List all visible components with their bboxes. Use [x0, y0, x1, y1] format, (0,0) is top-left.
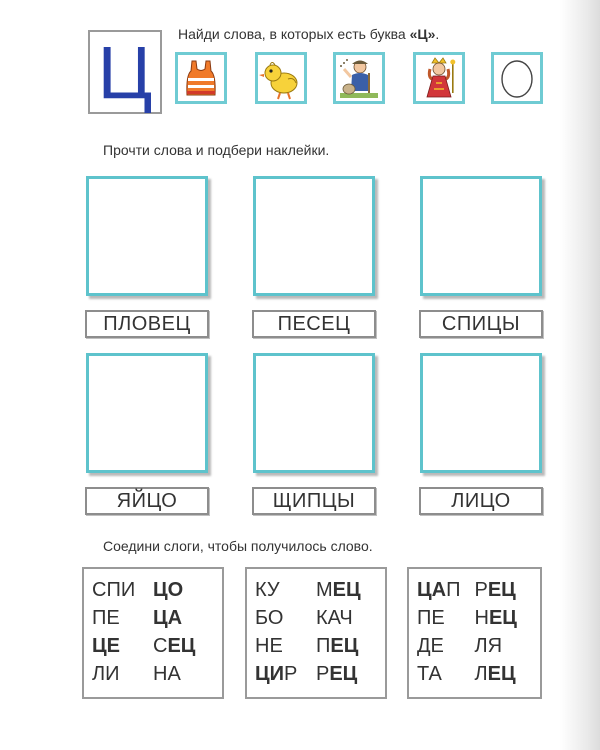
syllable-bold-part: ЕЦ	[488, 607, 517, 629]
syllable-bold-part: ЕЦ	[332, 579, 361, 601]
task1-end: .	[435, 26, 440, 42]
syllable-bold-part: ЦА	[417, 579, 447, 601]
task1-highlight: «Ц»	[409, 26, 436, 42]
syllable-g3-r3-c1[interactable]	[417, 635, 475, 657]
syllable-bold-part: ЦА	[153, 607, 183, 629]
task2-instruction: Прочти слова и подбери наклейки.	[103, 142, 330, 158]
syllable-g2-r4-c2[interactable]	[316, 663, 377, 685]
syllable-g2-r4-c1[interactable]	[255, 663, 316, 685]
syllable-g1-r1-c1[interactable]	[92, 579, 153, 601]
picture-tank-top[interactable]	[175, 52, 227, 104]
syllable-plain-part: НЕ	[255, 635, 283, 657]
word-litso: ЛИЦО	[419, 487, 543, 515]
syllable-group-3	[407, 567, 542, 699]
syllable-grid	[247, 579, 385, 685]
syllable-plain-part: ЛИ	[92, 663, 120, 685]
syllable-g3-r4-c2[interactable]	[475, 663, 533, 685]
syllable-bold-part: ЕЦ	[167, 635, 196, 657]
picture-farmer[interactable]	[333, 52, 385, 104]
picture-chick[interactable]	[255, 52, 307, 104]
farmer-sowing-icon	[336, 55, 382, 101]
syllable-plain-part: Л	[474, 663, 488, 685]
syllable-g1-r4-c1[interactable]	[92, 663, 153, 685]
sticker-slot-3[interactable]	[420, 176, 542, 296]
syllable-g2-r1-c2[interactable]	[316, 579, 377, 601]
syllable-group-1	[82, 567, 224, 699]
picture-egg[interactable]	[491, 52, 543, 104]
page-edge-shadow	[560, 0, 600, 750]
syllable-grid	[409, 579, 540, 685]
sticker-slot-6[interactable]	[420, 353, 542, 473]
syllable-g2-r2-c1[interactable]	[255, 607, 316, 629]
syllable-g3-r1-c1[interactable]	[417, 579, 475, 601]
syllable-g1-r3-c1[interactable]	[92, 635, 153, 657]
sticker-slot-2[interactable]	[253, 176, 375, 296]
syllable-g3-r2-c1[interactable]	[417, 607, 475, 629]
syllable-g1-r4-c2[interactable]	[153, 663, 214, 685]
syllable-plain-part: ТА	[417, 663, 442, 685]
syllable-plain-part: Р	[316, 663, 330, 685]
syllable-plain-part: ПЕ	[92, 607, 120, 629]
princess-icon	[416, 55, 462, 101]
syllable-plain-part: ДЕ	[417, 635, 444, 657]
syllable-g3-r4-c1[interactable]	[417, 663, 475, 685]
syllable-bold-part: ЕЦ	[330, 635, 359, 657]
sticker-slot-1[interactable]	[86, 176, 208, 296]
syllable-plain-part: Р	[283, 663, 298, 685]
egg-icon	[494, 55, 540, 101]
syllable-grid	[84, 579, 222, 685]
picture-princess[interactable]	[413, 52, 465, 104]
syllable-plain-part: М	[316, 579, 333, 601]
syllable-plain-part: ПЕ	[417, 607, 445, 629]
syllable-g2-r3-c1[interactable]	[255, 635, 316, 657]
letter-tse: Ц	[97, 31, 153, 114]
task3-instruction: Соедини слоги, чтобы получилось слово.	[103, 538, 373, 554]
syllable-g1-r2-c1[interactable]	[92, 607, 153, 629]
syllable-g1-r1-c2[interactable]	[153, 579, 214, 601]
syllable-plain-part: С	[153, 635, 168, 657]
syllable-plain-part: НА	[153, 663, 181, 685]
syllable-plain-part: КАЧ	[316, 607, 353, 629]
sticker-slot-5[interactable]	[253, 353, 375, 473]
syllable-bold-part: ЦО	[153, 579, 184, 601]
syllable-g2-r2-c2[interactable]	[316, 607, 377, 629]
word-pesets: ПЕСЕЦ	[252, 310, 376, 338]
task1-text: Найди слова, в которых есть буква	[178, 26, 410, 42]
syllable-bold-part: ЕЦ	[329, 663, 358, 685]
syllable-g1-r3-c2[interactable]	[153, 635, 214, 657]
syllable-g3-r3-c2[interactable]	[475, 635, 533, 657]
syllable-bold-part: ЕЦ	[487, 663, 516, 685]
tank-top-icon	[178, 55, 224, 101]
task1-instruction	[178, 26, 439, 42]
chick-icon	[258, 55, 304, 101]
syllable-g1-r2-c2[interactable]	[153, 607, 214, 629]
syllable-plain-part: Р	[474, 579, 488, 601]
syllable-g3-r1-c2[interactable]	[475, 579, 533, 601]
sticker-slot-4[interactable]	[86, 353, 208, 473]
word-spitsy: СПИЦЫ	[419, 310, 543, 338]
syllable-plain-part: П	[446, 579, 461, 601]
syllable-bold-part: ЕЦ	[487, 579, 516, 601]
syllable-plain-part: КУ	[255, 579, 280, 601]
syllable-bold-part: ЦЕ	[92, 635, 120, 657]
syllable-plain-part: Н	[474, 607, 489, 629]
syllable-g2-r1-c1[interactable]	[255, 579, 316, 601]
letter-box	[88, 30, 162, 114]
syllable-bold-part: ЦИ	[255, 663, 284, 685]
word-shchiptsy: ЩИПЦЫ	[252, 487, 376, 515]
word-plovets: ПЛОВЕЦ	[85, 310, 209, 338]
syllable-plain-part: ЛЯ	[474, 635, 503, 657]
syllable-group-2	[245, 567, 387, 699]
word-yaytso: ЯЙЦО	[85, 487, 209, 515]
syllable-plain-part: П	[316, 635, 331, 657]
syllable-g2-r3-c2[interactable]	[316, 635, 377, 657]
syllable-plain-part: СПИ	[92, 579, 136, 601]
syllable-g3-r2-c2[interactable]	[475, 607, 533, 629]
syllable-plain-part: БО	[255, 607, 284, 629]
